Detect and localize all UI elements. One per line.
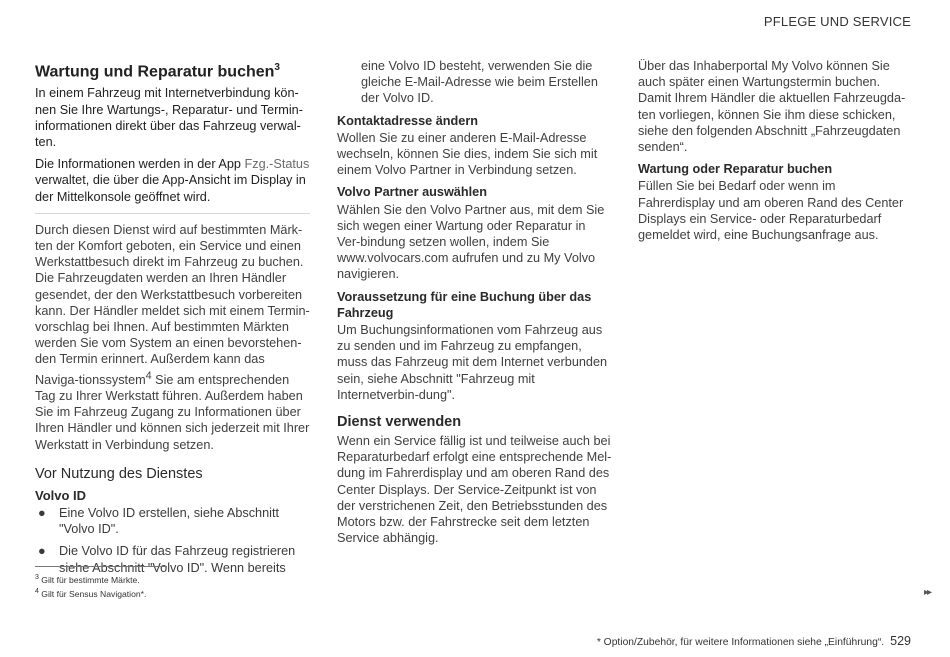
- bullet-icon: ●: [38, 544, 46, 559]
- next-page-arrows-icon[interactable]: ▸▸: [924, 587, 931, 598]
- footnote-ref-4[interactable]: 4: [145, 369, 152, 382]
- prerequisite-heading: Voraussetzung für eine Buchung über das Fahrzeug: [337, 289, 592, 320]
- booking-heading: Wartung oder Reparatur buchen: [638, 162, 833, 177]
- volvo-id-heading: Volvo ID: [35, 487, 87, 503]
- list-item: ● Die Volvo ID für das Fahrzeug registrieren siehe Abschnitt "Volvo ID". Wenn bereits: [38, 544, 296, 575]
- footnote-3: $^3$ Gilt für bestimmte Märkte.: [35, 574, 140, 585]
- use-service-heading: Dienst verwenden: [337, 414, 462, 431]
- service-description: Durch diesen Dienst wird auf bestimmten Märk-ten der Komfort geboten, ein Service und einen Werkstattbesuch direkt im Fahrzeug zu buchen. Die Fahrzeugdaten werden an Ihren Händler gesendet, der den Werkstattbesuch vorbereiten kann. Der Händler meldet sich mit einem Termin-vorschlag bei Ihnen. Auf bestimmten Märkten werden Sie vom System an einen bevorstehen-den Termin erinnert. Außerdem kann das Naviga-tionssystem$^4$ Sie am entsprechenden Tag zu Ihrer Werkstatt führen. Außerdem haben Sie im Fahrzeug Zugang zu Informationen über Ihren Händler und können sich jederzeit mit Ihrer Werkstatt in Verbindung setzen.: [35, 222, 310, 452]
- partner-text: Wählen Sie den Volvo Partner aus, mit dem Sie sich wegen einer Wartung oder Reparatur in Ver-bindung setzen wollen, indem Sie www.volvocars.com aufrufen und zu My Volvo navigieren.: [337, 202, 605, 282]
- list-item: ● Eine Volvo ID erstellen, siehe Abschnitt "Volvo ID".: [38, 506, 280, 537]
- contact-heading: Kontaktadresse ändern: [337, 113, 479, 128]
- footnotes: [35, 566, 167, 600]
- column-1: [35, 58, 310, 582]
- app-paragraph: Die Informationen werden in der App Fzg.-Status verwaltet, die über die App-Ansicht im Display in der Mittelkonsole geöffnet wird.: [35, 157, 310, 204]
- footnote-ref-3[interactable]: 3: [274, 62, 280, 73]
- usage-heading: Vor Nutzung des Dienstes: [35, 465, 203, 482]
- column-2: [337, 58, 612, 546]
- use-service-text: Wenn ein Service fällig ist und teilweise auch bei Reparaturbedarf erfolgt eine entsprechende Mel-dung im Fahrerdisplay und am oberen Rand des Center Displays. Der Service-Zeitpunkt ist von der verstrichenen Zeit, den Betriebsstunden des Motors bzw. der Fahrstrecke seit dem letzten Service abhängig.: [337, 434, 612, 546]
- contact-text: Wollen Sie zu einer anderen E-Mail-Adresse wechseln, können Sie dies, indem Sie sich mit einem Volvo Partner in Verbindung setzen.: [337, 130, 598, 178]
- footer-note: * Option/Zubehör, für weitere Informationen siehe „Einführung“.: [596, 637, 885, 648]
- footnote-4: $^4$ Gilt für Sensus Navigation*.: [35, 587, 147, 599]
- bullet-continuation: eine Volvo ID besteht, verwenden Sie die gleiche E-Mail-Adresse wie beim Erstellen der Volvo ID.: [361, 59, 598, 106]
- divider: [35, 213, 310, 214]
- bullet-icon: ●: [38, 506, 46, 521]
- partner-heading: Volvo Partner auswählen: [337, 185, 487, 200]
- portal-text: Über das Inhaberportal My Volvo können Sie auch später einen Wartungstermin buchen. Damit Ihrem Händler die aktuellen Fahrzeugda-ten vorliegen, können Sie ihm diese schicken, siehe den folgenden Abschnitt „Fahrzeugdaten senden“.: [638, 59, 906, 155]
- page-footer: [597, 634, 911, 648]
- intro-paragraph: In einem Fahrzeug mit Internetverbindung kön-nen Sie Ihre Wartungs-, Reparatur- und Termin-informationen direkt über das Fahrzeug verwal-ten.: [35, 86, 303, 149]
- page-title: Wartung und Reparatur buchen$^3$: [35, 62, 280, 81]
- page-number: 529: [890, 634, 911, 648]
- booking-text: Füllen Sie bei Bedarf oder wenn im Fahrerdisplay und am oberen Rand des Center Displays ein Service- oder Reparaturbedarf gemeldet wird, eine Buchungsanfrage aus.: [638, 179, 904, 243]
- prerequisite-text: Um Buchungsinformationen vom Fahrzeug aus zu senden und im Fahrzeug zu empfangen, muss das Fahrzeug mit dem Internet verbunden sein, siehe Abschnitt "Fahrzeug mit Internetverbin-dung".: [337, 323, 608, 402]
- column-3: [638, 58, 913, 243]
- app-link-fzg-status[interactable]: Fzg.-Status: [244, 157, 310, 172]
- section-header: PFLEGE UND SERVICE: [763, 14, 911, 29]
